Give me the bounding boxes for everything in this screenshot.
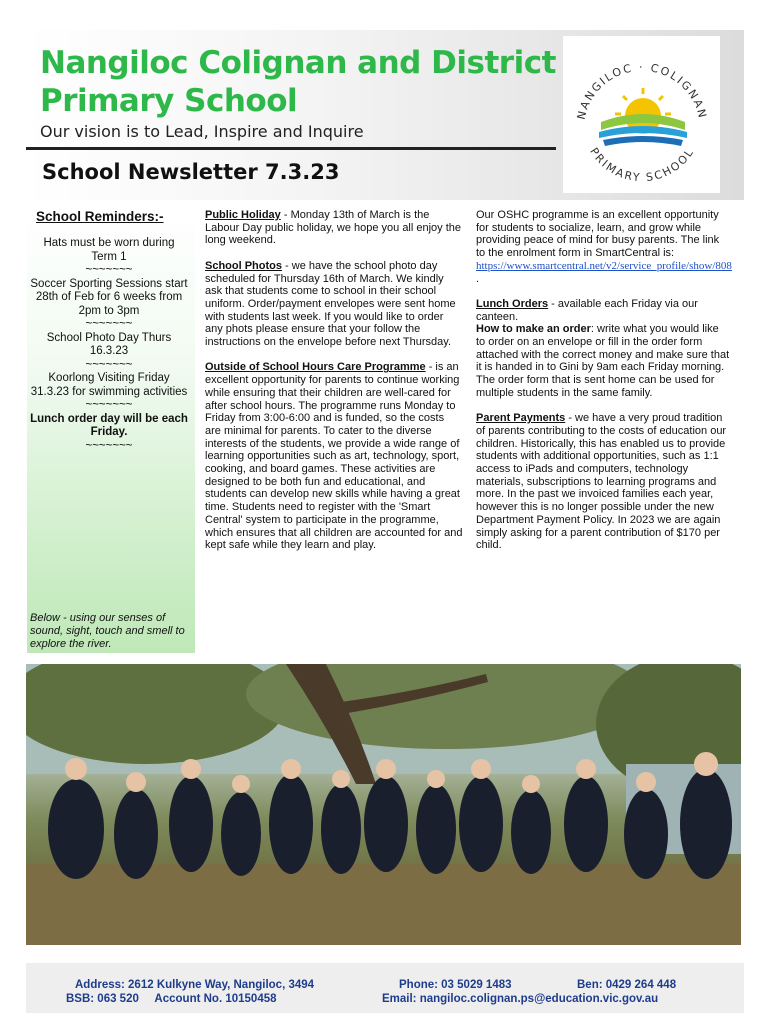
order-form-paragraph: The order form that is sent home can be used for multiple students in the same family. [476, 374, 715, 399]
reminder-separator: ~~~~~~~ [85, 399, 133, 411]
oshc-intro-paragraph: Our OSHC programme is an excellent opportunity for students to socialize, learn, and grow while providing peace of mind for busy parents. The link to the enrolment form in SmartCentral is: https://www.smartcentral.net/v2/service_profile/show/808 . [476, 209, 732, 285]
footer-phone: Phone: 03 5029 1483 [399, 979, 512, 991]
reminder-separator: ~~~~~~~ [85, 439, 133, 452]
reminders-title: School Reminders:- [36, 209, 164, 224]
photo-caption: Below - using our senses of sound, sight, touch and smell to explore the river. [30, 612, 185, 650]
school-name [40, 44, 556, 120]
school-photos-heading: School Photos [205, 259, 282, 272]
oshc-heading: Outside of School Hours Care Programme [205, 361, 426, 374]
newsletter-column-2 [205, 209, 463, 565]
oshc-paragraph: Outside of School Hours Care Programme - is an excellent opportunity for parents to continue working while ensuring that their children are well-cared for after school hours. The programme runs Monday to Friday from 3:00-6:00 and is funded, so the costs are minimal for parents. To cater to the diverse interests of the students, we provide a wide range of learning opportunities such as art, technology, sport, cooking, and board games. These activities are designed to be both fun and educational, and students can develop new skills while having a great time. Students need to register with the 'Smart Central' system to participate in the programme, which ensures that all children are accounted for and kept safe while they learn and play. [205, 361, 463, 552]
reminder-item: Hats must be worn during Term 1 [43, 237, 175, 263]
footer-mobile: Ben: 0429 264 448 [577, 979, 677, 991]
reminder-separator: ~~~~~~~ [85, 358, 133, 371]
smartcentral-link[interactable]: https://www.smartcentral.net/v2/service_profile/show/808 [476, 259, 732, 272]
school-logo [563, 36, 720, 193]
reminder-item: Lunch order day will be each Friday. [30, 412, 188, 438]
how-to-order-heading: How to make an order [476, 323, 591, 336]
students-photo-graphic [26, 664, 741, 945]
logo-text-top: NANGILOC · COLIGNAN [574, 60, 710, 121]
reminder-separator: ~~~~~~~ [85, 318, 133, 330]
reminders-list [30, 237, 188, 453]
footer-bank-details: BSB: 063 520 Account No. 10150458 [66, 993, 277, 1005]
reminder-item: Soccer Sporting Sessions start 28th of Feb for 6 weeks from 2pm to 3pm [30, 277, 188, 317]
school-photos-paragraph: School Photos - we have the school photo day scheduled for Thursday 16th of March. We kindly ask that students come to school in their school uniform. Order/payment envelopes were sent home with students last week. If you would like to order any phots please ensure that your follow the instructions on the envelope before next Thursday. [205, 259, 456, 349]
school-name-line2: Primary School [40, 83, 298, 119]
school-vision: Our vision is to Lead, Inspire and Inquire [40, 122, 364, 141]
footer-email[interactable]: Email: nangiloc.colignan.ps@education.vic.gov.au [382, 993, 659, 1005]
how-to-order-paragraph: How to make an order: write what you would like to order on an envelope or fill in the order form attached with the correct money and make sure that it is handed in to Gini by 9am each Friday morning. [476, 323, 730, 374]
reminder-item: Koorlong Visiting Friday 31.3.23 for swimming activities [30, 372, 188, 398]
school-logo-graphic [563, 36, 720, 193]
header-divider [26, 147, 556, 150]
reminder-item: School Photo Day Thurs 16.3.23 [46, 331, 172, 357]
school-name-line1: Nangiloc Colignan and District [40, 45, 556, 81]
footer-address: Address: 2612 Kulkyne Way, Nangiloc, 3494 [75, 979, 315, 991]
lunch-orders-paragraph: Lunch Orders - available each Friday via our canteen. [476, 297, 698, 323]
public-holiday-heading: Public Holiday [205, 209, 281, 221]
parent-payments-heading: Parent Payments [476, 412, 566, 425]
newsletter-column-3 [476, 209, 730, 565]
logo-text-bottom: PRIMARY SCHOOL [587, 145, 697, 185]
public-holiday-paragraph: Public Holiday - Monday 13th of March is the Labour Day public holiday, we hope you all enjoy the long weekend. [205, 209, 462, 247]
students-river-photo [26, 664, 741, 945]
reminder-separator: ~~~~~~~ [85, 264, 133, 276]
newsletter-title: School Newsletter 7.3.23 [42, 160, 340, 184]
parent-payments-paragraph: Parent Payments - we have a very proud tradition of parents contributing to the costs of education our children. Historically, this has enabled us to provide students with additional opportunities, such as 1:1 access to iPads and computers, technology materials, subscriptions to learning programs and more. In the past we invoiced families each year, however this is no longer possible under the new Department Payment Policy. In 2023 we are again simply asking for a parent contribution of $170 per child. [476, 412, 727, 552]
lunch-orders-heading: Lunch Orders [476, 297, 549, 310]
